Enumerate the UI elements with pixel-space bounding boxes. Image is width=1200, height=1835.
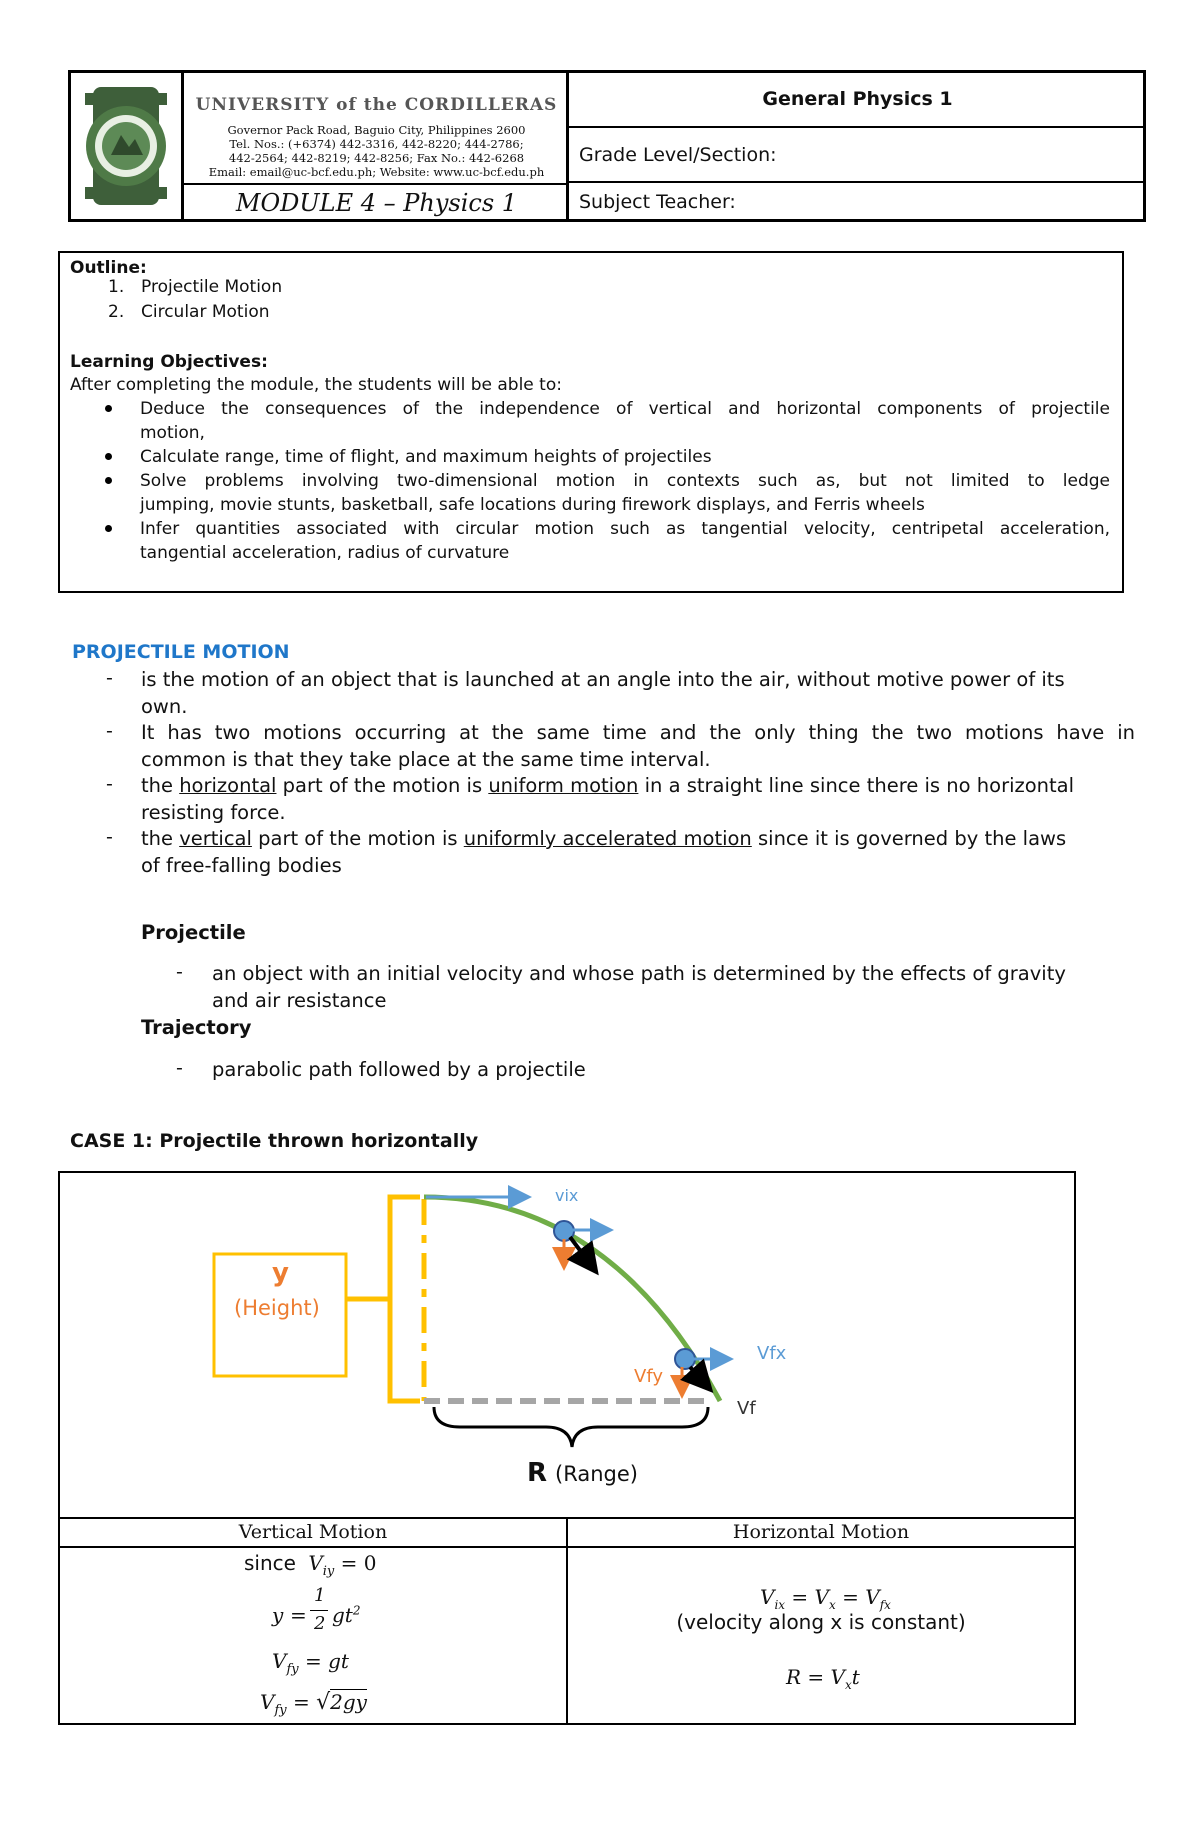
outline-item-number-2: 2. xyxy=(108,302,125,322)
objective-2: Calculate range, time of flight, and maximum heights of projectiles xyxy=(140,447,712,467)
university-name: UNIVERSITY of the CORDILLERAS xyxy=(195,95,558,115)
dash-bullet: - xyxy=(106,826,113,848)
module-title-cell xyxy=(184,183,569,222)
logo-cell xyxy=(71,73,184,219)
case1-title: CASE 1: Projectile thrown horizontally xyxy=(70,1130,479,1152)
outline-heading: Outline: xyxy=(70,258,147,278)
pm-point-3: the horizontal part of the motion is uniform motion in a straight line since there is no horizontal resisting force. xyxy=(141,774,1075,824)
height-label: (Height) xyxy=(234,1296,320,1320)
range-label: (Range) xyxy=(555,1462,638,1486)
objectives-intro: After completing the module, the students will be able to: xyxy=(70,375,562,395)
vix-label: vix xyxy=(555,1186,579,1205)
objective-4: Infer quantities associated with circular motion such as tangential velocity, centripetal acceleration, tangential acceleration, radius of curvature xyxy=(140,519,1110,563)
outline-item-2: Circular Motion xyxy=(141,302,270,322)
vf-label: Vf xyxy=(737,1398,756,1419)
eq-vix-vx-vfx: $V_{ix} = V_x = V_{fx}$ xyxy=(760,1585,891,1612)
grade-level-label: Grade Level/Section: xyxy=(579,144,777,166)
dash-bullet: - xyxy=(106,720,113,742)
term-projectile: Projectile xyxy=(141,921,246,944)
underline-uniformly-accelerated: uniformly accelerated motion xyxy=(463,827,752,850)
university-tel: Tel. Nos.: (+6374) 442-3316, 442-8220; 444-2786; xyxy=(229,137,524,151)
module-title: MODULE 4 – Physics 1 xyxy=(235,189,518,217)
horizontal-motion-header: Horizontal Motion xyxy=(732,1521,910,1543)
subject-cell xyxy=(569,73,1146,128)
underline-horizontal: horizontal xyxy=(179,774,277,797)
university-info xyxy=(184,73,569,185)
dash-bullet: - xyxy=(176,1057,183,1079)
objectives-heading: Learning Objectives: xyxy=(70,352,268,372)
subject-title: General Physics 1 xyxy=(762,88,953,110)
objective-1: Deduce the consequences of the independence of vertical and horizontal components of projectile motion, xyxy=(140,399,1110,443)
vfx-label: Vfx xyxy=(757,1343,787,1364)
outline-item-1: Projectile Motion xyxy=(141,277,283,297)
subject-teacher-cell xyxy=(569,183,1146,222)
range-brace xyxy=(434,1407,708,1447)
university-address: Governor Pack Road, Baguio City, Philippines 2600 xyxy=(227,123,526,137)
eq-vfy-gt: $V_{fy}$ = gt xyxy=(272,1649,349,1677)
term-trajectory: Trajectory xyxy=(141,1016,252,1039)
university-seal-icon xyxy=(71,73,181,219)
dash-bullet: - xyxy=(176,961,183,983)
university-tel-2: 442-2564; 442-8219; 442-8256; Fax No.: 442-6268 xyxy=(228,151,525,165)
bullet-icon xyxy=(105,477,112,484)
eq-vfy-sqrt: $V_{fy} = √2gy$ xyxy=(260,1690,367,1718)
r-label: R xyxy=(527,1458,548,1488)
dash-bullet: - xyxy=(106,773,113,795)
projectile-definition: an object with an initial velocity and whose path is determined by the effects of gravity and air resistance xyxy=(212,962,1066,1012)
underline-vertical: vertical xyxy=(179,827,252,850)
grade-level-cell xyxy=(569,128,1146,183)
outline-item-number-1: 1. xyxy=(108,277,125,297)
trajectory-definition: parabolic path followed by a projectile xyxy=(212,1058,586,1081)
university-email: Email: email@uc-bcf.edu.ph; Website: www.uc-bcf.edu.ph xyxy=(208,165,545,179)
vertical-motion-header: Vertical Motion xyxy=(238,1521,388,1543)
pm-point-2: It has two motions occurring at the same time and the only thing the two motions have in common is that they take place at the same time interval. xyxy=(141,721,1135,771)
underline-uniform-motion: uniform motion xyxy=(488,774,639,797)
pm-point-4: the vertical part of the motion is uniformly accelerated motion since it is governed by the laws of free-falling bodies xyxy=(141,827,1067,877)
eq-since-viy: since $V_{iy} = 0$ xyxy=(244,1551,377,1579)
y-label: y xyxy=(272,1258,289,1288)
subject-teacher-label: Subject Teacher: xyxy=(579,191,736,213)
bullet-icon xyxy=(105,453,112,460)
height-bracket xyxy=(390,1197,420,1401)
dash-bullet: - xyxy=(106,667,113,689)
section-title-projectile-motion: PROJECTILE MOTION xyxy=(72,641,290,663)
bullet-icon xyxy=(105,405,112,412)
eq-range: $R = V_xt$ xyxy=(786,1665,860,1692)
objective-3: Solve problems involving two-dimensional motion in contexts such as, but not limited to ledge jumping, movie stunts, basketball, safe locations during firework displays, and Ferris wheels xyxy=(140,471,1110,515)
bullet-icon xyxy=(105,525,112,532)
constant-velocity-note: (velocity along x is constant) xyxy=(676,1610,966,1634)
pm-point-1: is the motion of an object that is launched at an angle into the air, without motive power of its own. xyxy=(141,668,1065,718)
vfy-label: Vfy xyxy=(634,1366,663,1387)
